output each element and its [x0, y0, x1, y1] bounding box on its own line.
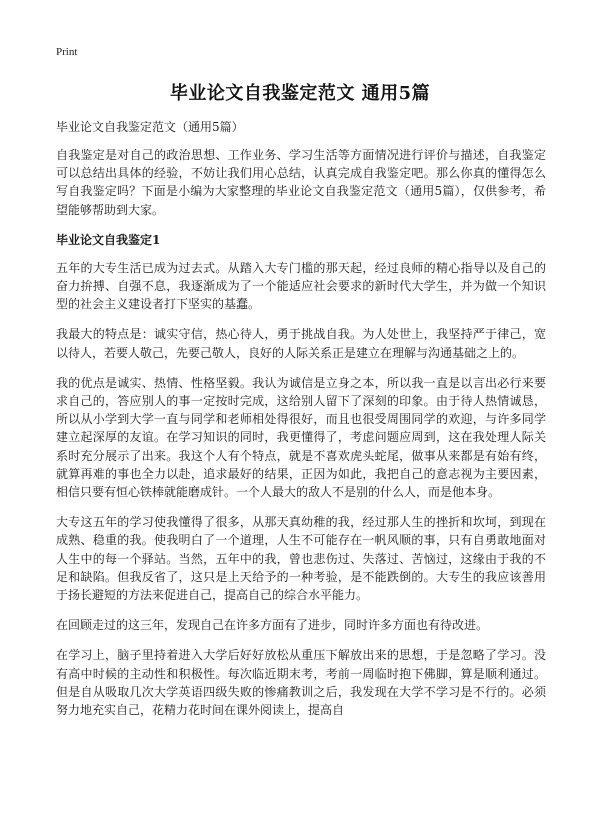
body-paragraph: 我最大的特点是：诚实守信，热心待人，勇于挑战自我。为人处世上，我坚持严于律己，宽以待人，若要人敬己，先要己敬人，良好的人际关系正是建立在理解与沟通基础之上的。: [56, 327, 546, 360]
article-subtitle: 毕业论文自我鉴定范文（通用5篇）: [56, 120, 244, 134]
intro-paragraph: 自我鉴定是对自己的政治思想、工作业务、学习生活等方面情况进行评价与描述，自我鉴定可以总结出具体的经验，不妨让我们用心总结，认真完成自我鉴定吧。那么你真的懂得怎么写自我鉴定吗？下面是小编为大家整理的毕业论文自我鉴定范文（通用5篇），仅供参考，希望能够帮助到大家。: [56, 148, 546, 217]
body-paragraph: 大专这五年的学习使我懂得了很多，从那天真幼稚的我，经过那人生的挫折和坎坷，到现在成熟、稳重的我。使我明白了一个道理，人生不可能存在一帆风顺的事，只有自勇敢地面对人生中的每一个驿站。当然，五年中的我，曾也悲伤过、失落过、苦恼过，这缘由于我的不足和缺陷。但我反省了，这只是上天给予的一种考验，是不能跌倒的。大专生的我应该善用于扬长避短的方法来促进自己，提高自己的综合水平能力。: [56, 515, 546, 603]
body-paragraph: 我的优点是诚实、热情、性格坚毅。我认为诚信是立身之本，所以我一直是以言出必行来要求自己的，答应别人的事一定按时完成，这给别人留下了深刻的印象。由于待人热情诚恳，所以从小学到大学一直与同学和老师相处得很好，而且也很受周围同学的欢迎，与许多同学建立起深厚的友谊。在学习知识的同时，我更懂得了，考虑问题应周到，这在我处理人际关系时充分展示了出来。我这个人有个特点，就是不喜欢虎头蛇尾，做事从来都是有始有终，就算再难的事也全力以赴，追求最好的结果，正因为如此，我把自己的意志视为主要因素，相信只要有恒心铁棒就能磨成针。一个人最大的敌人不是别的什么人，而是他本身。: [56, 375, 546, 500]
article-body: [56, 118, 546, 731]
body-paragraph: 五年的大专生活已成为过去式。从踏入大专门槛的那天起，经过良师的精心指导以及自己的奋力拚搏、自强不息，我逐渐成为了一个能适应社会要求的新时代大学生，并为做一个知识型的社会主义建设者打下坚实的基蠢。: [56, 260, 546, 312]
body-paragraph: 在回顾走过的这三年，发现自己在许多方面有了进步，同时许多方面也有待改进。: [56, 618, 489, 633]
print-link[interactable]: Print: [56, 46, 78, 58]
body-paragraph: 在学习上，脑子里持着进入大学后好好放松从重压下解放出来的思想，于是忽略了学习。没有高中时候的主动性和积极性。每次临近期末考，考前一周临时抱下佛脚，算是顺利通过。但是自从吸取几次大学英语四级失败的惨痛教训之后，我发现在大学不学习是不行的。必须努力地充实自己，花精力花时间在课外阅读上，提高自: [56, 648, 546, 718]
section-heading: 毕业论文自我鉴定1: [56, 232, 161, 247]
page-title: 毕业论文自我鉴定范文 通用5篇: [169, 83, 431, 104]
